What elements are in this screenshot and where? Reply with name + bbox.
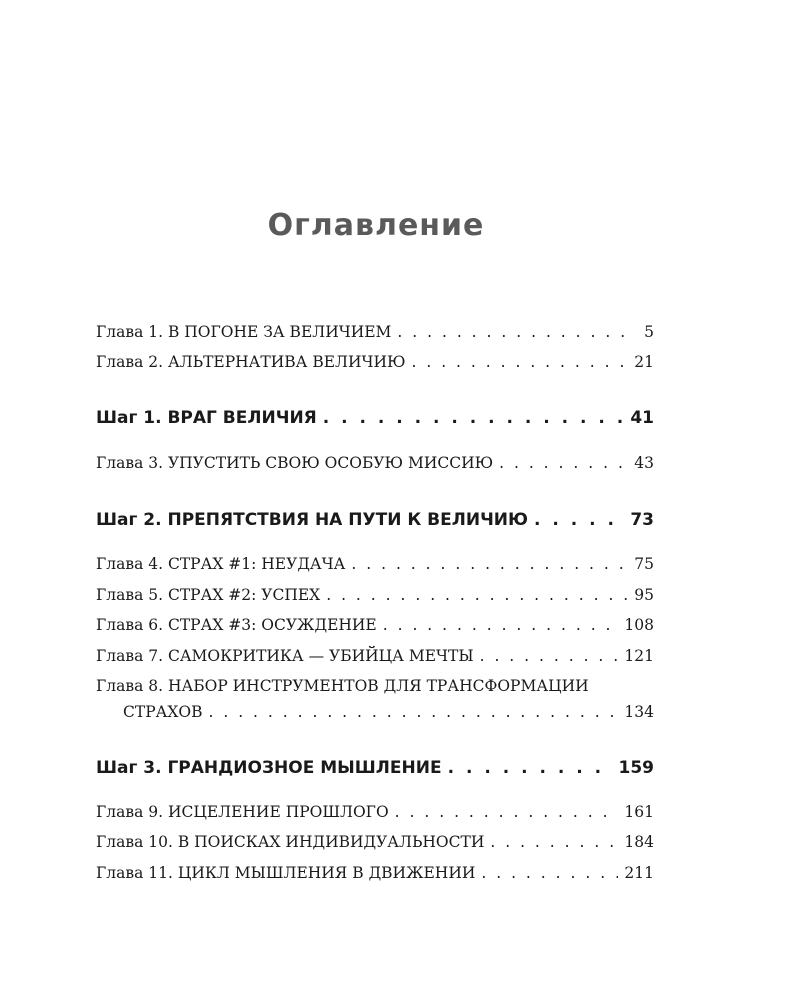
dot-leader xyxy=(411,352,628,372)
toc-entry-label: Глава 4. СТРАХ #1: НЕУДАЧА xyxy=(96,555,346,573)
toc-entry-chapter-11[interactable] xyxy=(96,863,654,883)
toc-entry-label: СТРАХОВ xyxy=(123,703,203,721)
dot-leader xyxy=(351,554,628,574)
toc-entry-label: Глава 11. ЦИКЛ МЫШЛЕНИЯ В ДВИЖЕНИИ xyxy=(96,864,476,882)
toc-entry-step-3[interactable] xyxy=(96,758,654,778)
toc-entry-page: 121 xyxy=(624,647,654,665)
dot-leader xyxy=(534,510,624,530)
toc-entry-page: 159 xyxy=(618,758,654,778)
toc-entry-page: 5 xyxy=(644,323,654,341)
toc-entry-page: 184 xyxy=(624,833,654,851)
toc-entry-chapter-8[interactable] xyxy=(123,702,654,722)
toc-entry-step-2[interactable] xyxy=(96,510,654,530)
toc-entry-chapter-1[interactable] xyxy=(96,322,654,342)
dot-leader xyxy=(383,615,619,635)
toc-entry-page: 73 xyxy=(630,510,654,530)
toc-entry-chapter-9[interactable] xyxy=(96,802,654,822)
dot-leader xyxy=(326,585,628,605)
toc-entry-label: Глава 2. АЛЬТЕРНАТИВА ВЕЛИЧИЮ xyxy=(96,353,406,371)
dot-leader xyxy=(209,702,619,722)
page-title: Оглавление xyxy=(267,208,485,243)
dot-leader xyxy=(323,408,625,428)
toc-entry-page: 75 xyxy=(634,555,654,573)
toc-entry-label: Глава 7. САМОКРИТИКА — УБИЙЦА МЕЧТЫ xyxy=(96,647,474,665)
dot-leader xyxy=(490,832,618,852)
toc-entry-chapter-3[interactable] xyxy=(96,453,654,473)
toc-entry-chapter-8-line-1[interactable]: Глава 8. НАБОР ИНСТРУМЕНТОВ ДЛЯ ТРАНСФОРМАЦИИ xyxy=(96,677,589,695)
toc-entry-page: 41 xyxy=(630,408,654,428)
toc-entry-label: Глава 10. В ПОИСКАХ ИНДИВИДУАЛЬНОСТИ xyxy=(96,833,485,851)
toc-entry-page: 108 xyxy=(624,616,654,634)
toc-entry-step-1[interactable] xyxy=(96,408,654,428)
toc-entry-chapter-5[interactable] xyxy=(96,585,654,605)
toc-entry-label: Шаг 2. ПРЕПЯТСТВИЯ НА ПУТИ К ВЕЛИЧИЮ xyxy=(96,510,528,530)
toc-entry-label: Глава 3. УПУСТИТЬ СВОЮ ОСОБУЮ МИССИЮ xyxy=(96,454,494,472)
toc-entry-page: 95 xyxy=(634,586,654,604)
toc-entry-page: 21 xyxy=(634,353,654,371)
toc-entry-page: 211 xyxy=(624,864,654,882)
dot-leader xyxy=(480,646,619,666)
toc-entry-label: Шаг 1. ВРАГ ВЕЛИЧИЯ xyxy=(96,408,317,428)
dot-leader xyxy=(395,802,619,822)
toc-entry-chapter-10[interactable] xyxy=(96,832,654,852)
toc-entry-chapter-2[interactable] xyxy=(96,352,654,372)
toc-entry-label: Шаг 3. ГРАНДИОЗНОЕ МЫШЛЕНИЕ xyxy=(96,758,442,778)
toc-entry-label: Глава 5. СТРАХ #2: УСПЕХ xyxy=(96,586,321,604)
dot-leader xyxy=(448,758,613,778)
dot-leader xyxy=(397,322,628,342)
toc-entry-chapter-6[interactable] xyxy=(96,615,654,635)
toc-entry-label: Глава 9. ИСЦЕЛЕНИЕ ПРОШЛОГО xyxy=(96,803,389,821)
dot-leader xyxy=(499,453,628,473)
dot-leader xyxy=(481,863,618,883)
toc-entry-chapter-4[interactable] xyxy=(96,554,654,574)
toc-entry-label: Глава 1. В ПОГОНЕ ЗА ВЕЛИЧИЕМ xyxy=(96,323,392,341)
toc-entry-chapter-7[interactable] xyxy=(96,646,654,666)
toc-entry-page: 134 xyxy=(624,703,654,721)
toc-entry-label: Глава 6. СТРАХ #3: ОСУЖДЕНИЕ xyxy=(96,616,377,634)
toc-entry-page: 161 xyxy=(624,803,654,821)
toc-entry-page: 43 xyxy=(634,454,654,472)
